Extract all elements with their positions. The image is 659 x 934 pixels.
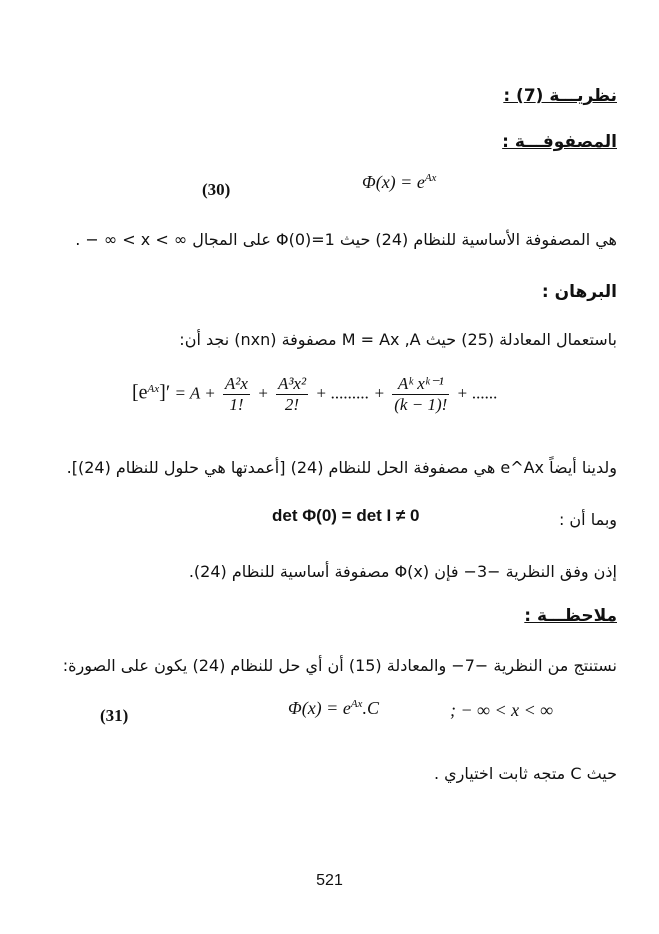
eq30-formula xyxy=(362,172,436,193)
proof-line-2: ولدينا أيضاً e^Ax هي مصفوفة الحل للنظام (24) [أعمدتها هي حلول للنظام (24)]. xyxy=(66,458,617,477)
series-term-1 xyxy=(223,374,250,415)
proof-line-3: إذن وفق النظرية −3− فإن Φ(x) مصفوفة أساسية للنظام (24). xyxy=(188,562,617,581)
termk-numerator: Aᵏ xᵏ⁻¹ xyxy=(392,374,449,395)
eq31-formula xyxy=(288,698,379,719)
note-heading xyxy=(524,606,617,626)
series-plus: + xyxy=(257,383,269,403)
proof-line-1: باستعمال المعادلة (25) حيث M = Ax ,A مصفوفة (nxn) نجد أن: xyxy=(179,330,617,349)
eq31-exponent: Ax xyxy=(350,698,363,710)
matrix-heading xyxy=(502,132,617,152)
eq31-domain: ; − ∞ < x < ∞ xyxy=(450,700,554,720)
definition-line: هي المصفوفة الأساسية للنظام (24) حيث Φ(0)=1 على المجال ∞ > x > ∞ − . xyxy=(75,230,617,249)
termk-denominator: (k − 1)! xyxy=(394,395,448,414)
eq30-lhs: Φ(x) = e xyxy=(362,172,425,192)
note-line: نستنتج من النظرية −7− والمعادلة (15) أن أي حل للنظام (24) يكون على الصورة: xyxy=(62,656,617,675)
term1-numerator: A²x xyxy=(224,374,248,393)
det-expression: det Φ(0) = det I ≠ 0 xyxy=(272,506,420,525)
page-number: 521 xyxy=(316,872,343,889)
series-term-k xyxy=(392,374,449,415)
term1-denominator: 1! xyxy=(229,395,244,414)
series-eq-a: = A + xyxy=(174,383,216,403)
series-lhs: [e xyxy=(132,381,148,404)
series-lhs-exponent: Ax xyxy=(147,382,160,395)
proof-heading: البرهان : xyxy=(541,282,617,302)
theorem-heading-text: نظريـــة (7) : xyxy=(503,86,617,106)
series-term-2 xyxy=(276,374,308,415)
matrix-heading-text: المصفوفـــة : xyxy=(502,132,617,152)
series-dots-mid: + ......... + xyxy=(315,383,386,403)
eq30-exponent: Ax xyxy=(424,172,437,184)
series-dots-end: + ...... xyxy=(456,383,498,403)
det-label: وبما أن : xyxy=(558,510,617,529)
series-lhs-close: ]′ xyxy=(159,381,171,404)
eq30-number: (30) xyxy=(202,180,231,199)
term2-numerator: A³x² xyxy=(277,374,307,393)
series-expansion xyxy=(132,374,498,415)
theorem-heading xyxy=(503,86,617,106)
eq31-lhs: Φ(x) = e xyxy=(288,698,351,718)
closing-line: حيث C متجه ثابت اختياري . xyxy=(433,764,617,783)
eq31-number: (31) xyxy=(100,706,129,725)
term2-denominator: 2! xyxy=(284,395,300,414)
note-heading-text: ملاحظـــة : xyxy=(524,606,617,626)
eq31-rhs: .C xyxy=(362,698,379,718)
